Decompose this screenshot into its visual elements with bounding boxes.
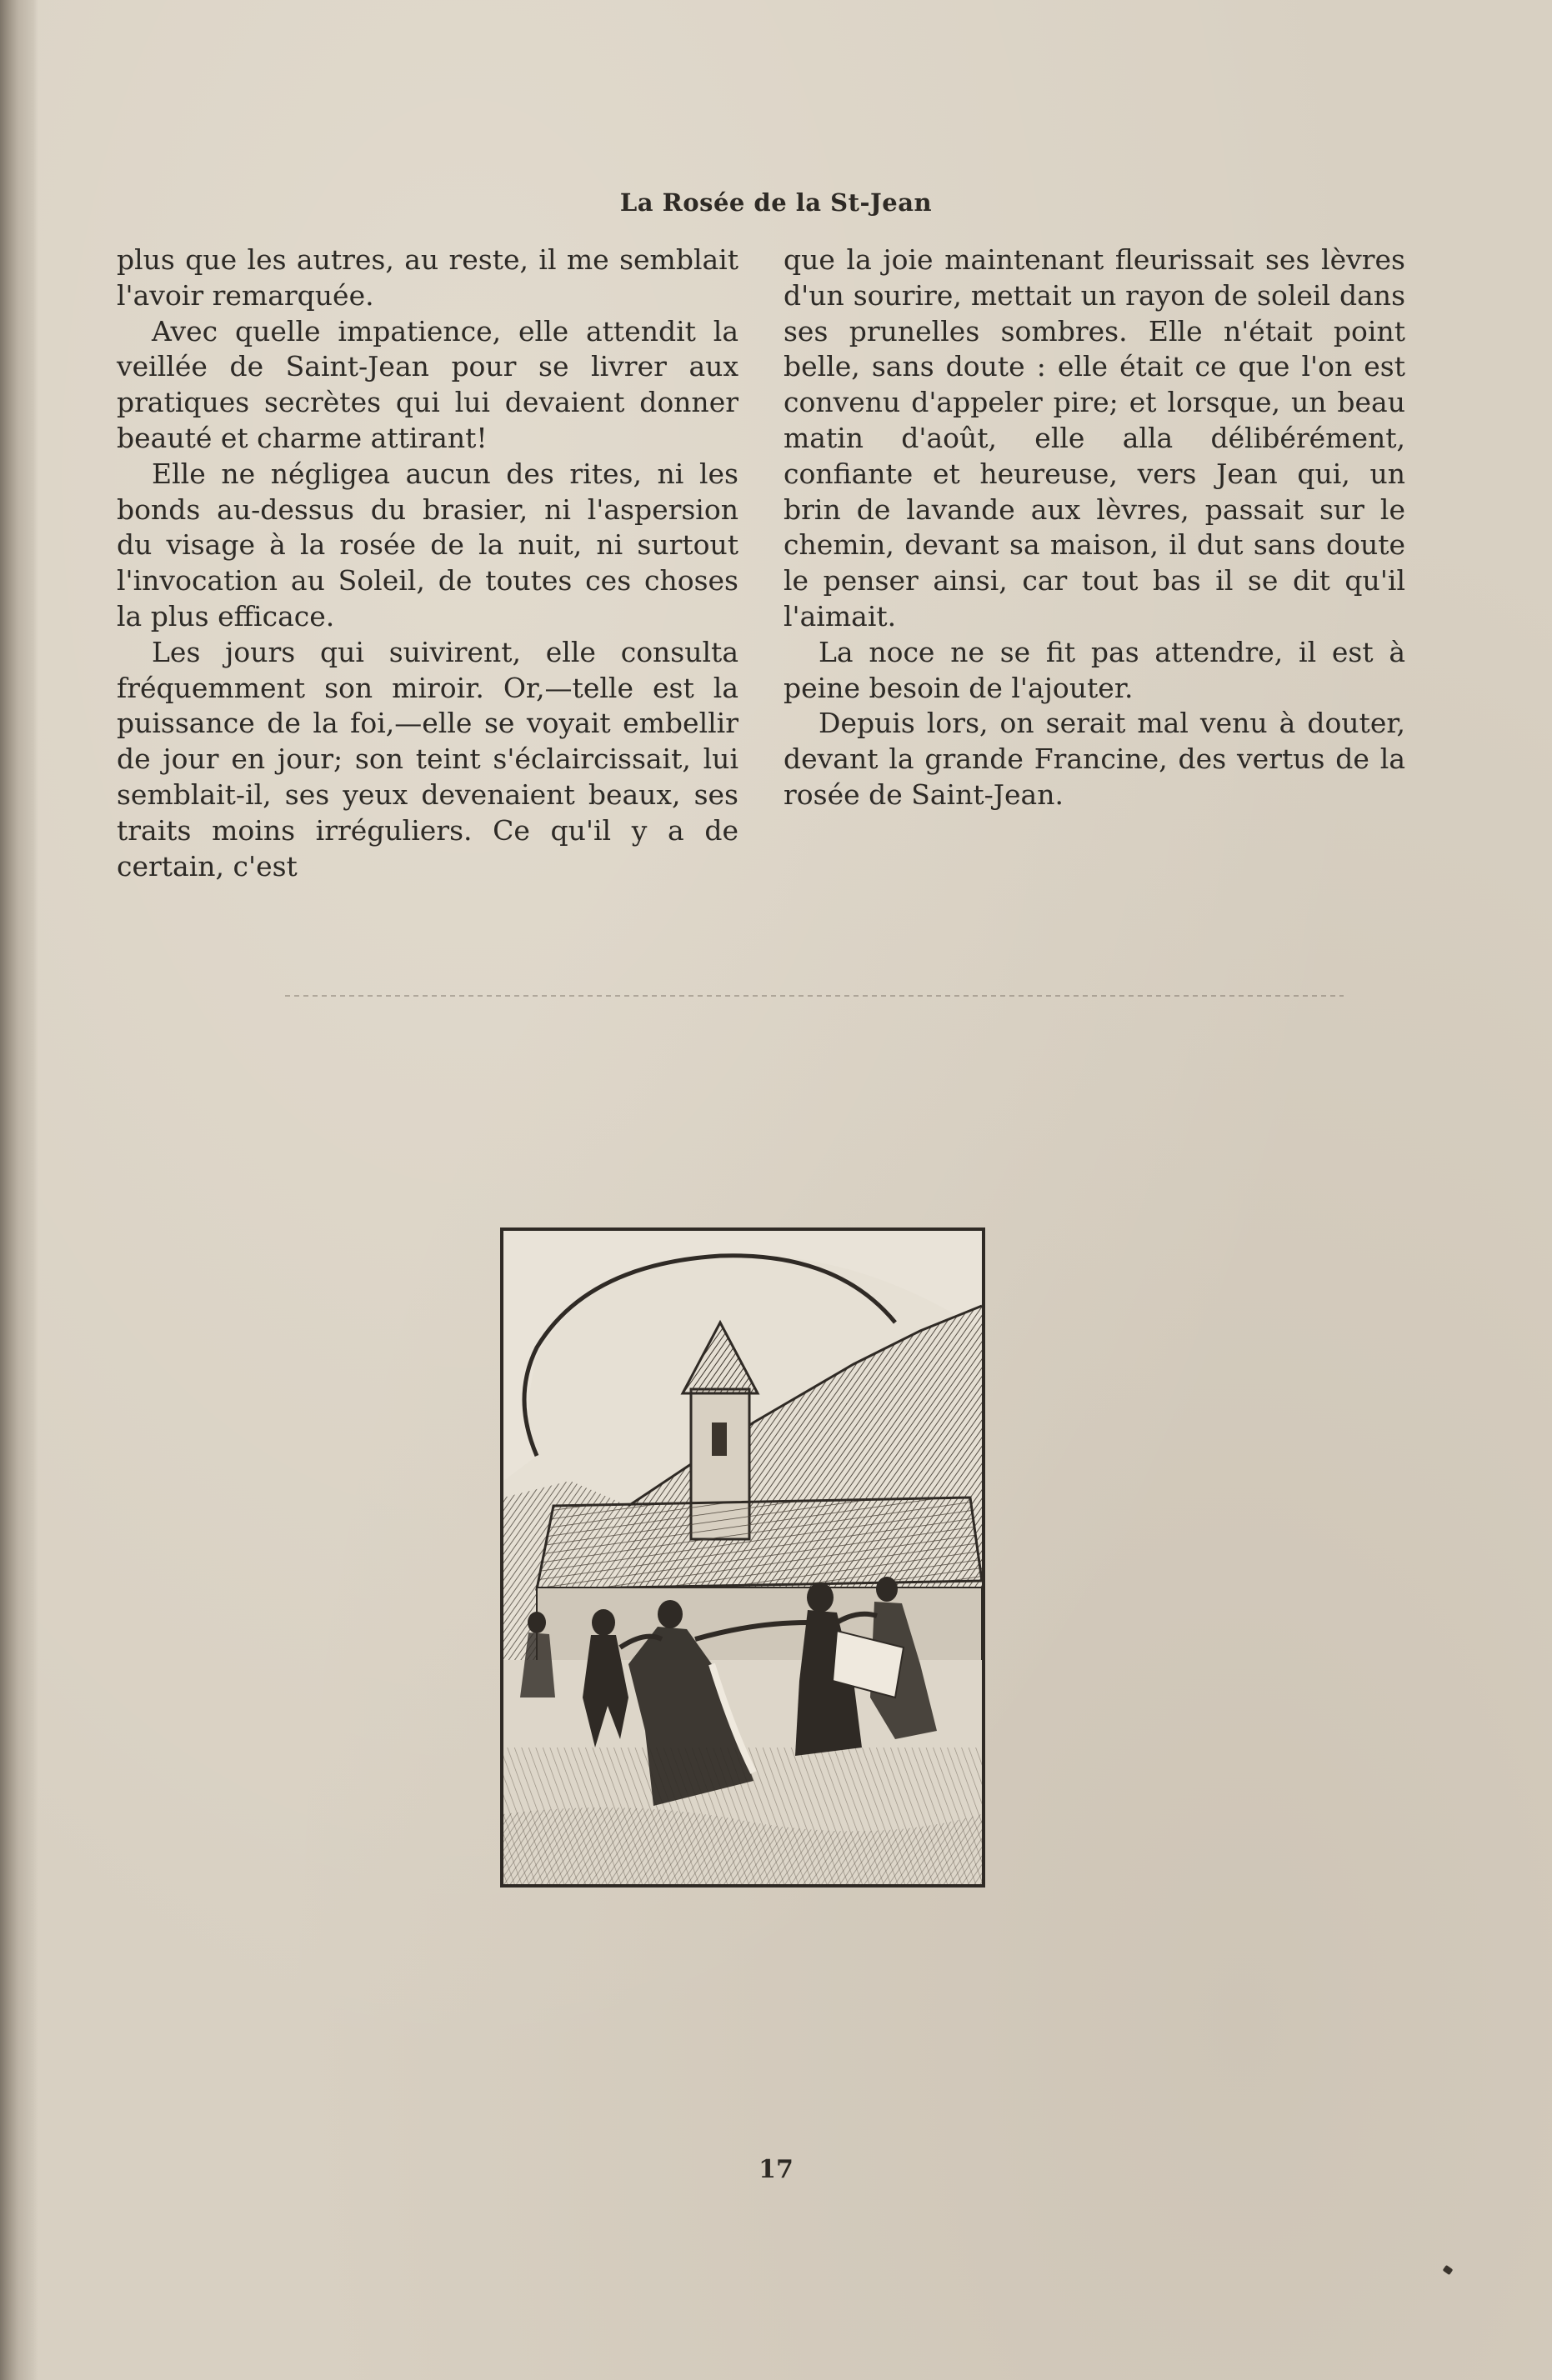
- paragraph: que la joie maintenant fleurissait ses lèvres d'un sourire, mettait un rayon de soleil dans ses prunelles sombres. Elle n'était point belle, sans doute : elle était ce que l'on est convenu d'appeler pire; et lorsque, un beau matin d'août, elle alla délibérément, confiante et heureuse, vers Jean qui, un brin de lavande aux lèvres, passait sur le chemin, devant sa maison, il dut sans doute le penser ainsi, car tout bas il se dit qu'il l'aimait.: [784, 243, 1405, 632]
- dancers-illustration: [500, 1228, 985, 1888]
- paragraph: Avec quelle impatience, elle attendit la veillée de Saint-Jean pour se livrer aux pratiques secrètes qui lui devaient donner beauté et charme attirant!: [117, 314, 738, 454]
- page-number: 17: [758, 2155, 794, 2184]
- engraving-dancers-chapel-icon: [503, 1231, 982, 1884]
- paragraph: Elle ne négligea aucun des rites, ni les bonds au-dessus du brasier, ni l'aspersion du visage à la rosée de la nuit, ni surtout l'invocation au Soleil, de toutes ces choses la plus efficace.: [117, 457, 738, 632]
- text-column-right: [784, 242, 1405, 813]
- running-header: La Rosée de la St-Jean: [619, 188, 933, 217]
- text-column-left: [117, 242, 738, 884]
- ink-speck: [1443, 2265, 1454, 2275]
- page-binding-edge: [0, 0, 38, 2380]
- faint-print-rule: [285, 995, 1344, 997]
- paragraph: plus que les autres, au reste, il me semblait l'avoir remarquée.: [117, 243, 738, 312]
- paragraph: Les jours qui suivirent, elle consulta fréquemment son miroir. Or,—telle est la puissance de la foi,—elle se voyait embellir de jour en jour; son teint s'éclaircissait, lui semblait-il, ses yeux devenaient beaux, ses traits moins irréguliers. Ce qu'il y a de certain, c'est: [117, 635, 738, 882]
- paragraph: Depuis lors, on serait mal venu à douter, devant la grande Francine, des vertus de la rosée de Saint-Jean.: [784, 707, 1405, 811]
- paragraph: La noce ne se fit pas attendre, il est à peine besoin de l'ajouter.: [784, 635, 1405, 704]
